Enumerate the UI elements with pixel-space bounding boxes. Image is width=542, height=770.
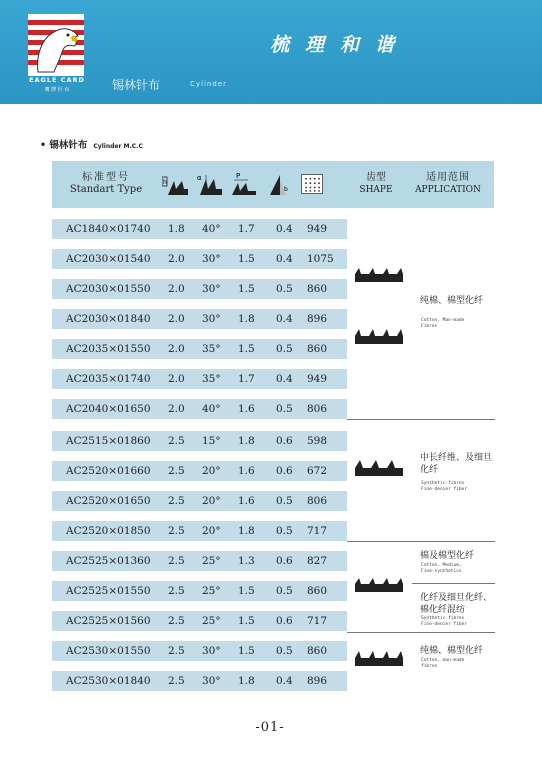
logo-text: EAGLE CARD (29, 76, 85, 84)
cell-h: 2.5 (168, 435, 185, 447)
section-subtitle: Cylinder M.C.C (93, 143, 143, 150)
cell-model: AC1840×01740 (66, 223, 151, 235)
cell-angle: 20° (202, 495, 221, 507)
cell-p: 1.3 (238, 555, 255, 567)
cell-h: 2.0 (168, 403, 185, 415)
cell-model: AC2525×01360 (66, 555, 151, 567)
page-number: -01- (255, 720, 285, 735)
table-row (52, 551, 347, 571)
cell-density: 717 (307, 615, 328, 627)
application-text-en: Synthetic-fibres Fine-denier fiber (421, 481, 468, 492)
cell-h: 2.0 (168, 283, 185, 295)
cell-model: AC2515×01860 (66, 435, 151, 447)
cell-h: 2.5 (168, 495, 185, 507)
group-divider (347, 632, 495, 633)
cell-angle: 20° (202, 525, 221, 537)
table-row (52, 521, 347, 541)
cell-p: 1.5 (238, 645, 255, 657)
cell-angle: 20° (202, 465, 221, 477)
cell-p: 1.8 (238, 313, 255, 325)
cell-h: 2.5 (168, 555, 185, 567)
cell-model: AC2040×01650 (66, 403, 151, 415)
cell-h: 2.5 (168, 465, 185, 477)
cell-b: 0.5 (276, 343, 293, 355)
column-header-model-zh: 标准型号 (82, 172, 130, 183)
cell-model: AC2525×01560 (66, 615, 151, 627)
application-text: 中长纤维、及细旦 化纤 (420, 453, 493, 475)
cell-b: 0.4 (276, 313, 293, 325)
cell-p: 1.5 (238, 283, 255, 295)
cell-h: 1.8 (168, 223, 185, 235)
cell-p: 1.7 (238, 373, 255, 385)
cell-b: 0.5 (276, 585, 293, 597)
table-row (52, 581, 347, 601)
group-divider (412, 583, 495, 584)
column-header-shape-zh: 齿型 (366, 172, 386, 183)
cell-density: 896 (307, 675, 328, 687)
svg-text:b: b (284, 186, 288, 193)
logo-subtext: 鹰 牌 针 布 (44, 87, 70, 93)
column-header-model-en: Standart Type (69, 184, 143, 195)
cell-h: 2.5 (168, 525, 185, 537)
cell-model: AC2520×01660 (66, 465, 151, 477)
section-title: 锡林针布 (49, 140, 88, 151)
cell-density: 896 (307, 313, 328, 325)
header-title: 锡林针布 (112, 78, 161, 92)
table-row (52, 671, 347, 691)
cell-model: AC2520×01850 (66, 525, 151, 537)
cell-p: 1.6 (238, 403, 255, 415)
application-text: 棉及棉型化纤 (420, 551, 475, 561)
cell-h: 2.0 (168, 373, 185, 385)
svg-text:α: α (197, 174, 202, 182)
cell-density: 860 (307, 343, 328, 355)
cell-b: 0.5 (276, 283, 293, 295)
cell-model: AC2035×01550 (66, 343, 151, 355)
cell-h: 2.0 (168, 343, 185, 355)
cell-angle: 35° (202, 373, 221, 385)
tooth-shape-icon (355, 326, 403, 344)
cell-p: 1.5 (238, 615, 255, 627)
cell-b: 0.6 (276, 435, 293, 447)
cell-b: 0.5 (276, 403, 293, 415)
cell-b: 0.6 (276, 465, 293, 477)
group-divider (347, 541, 495, 542)
b-base-icon (266, 171, 292, 197)
tooth-shape-icon (355, 648, 403, 666)
cell-angle: 30° (202, 645, 221, 657)
cell-density: 598 (307, 435, 328, 447)
group-divider (347, 419, 495, 420)
tooth-shape-icon (355, 264, 403, 282)
cell-p: 1.8 (238, 435, 255, 447)
cell-density: 1075 (307, 253, 334, 265)
application-text-en: Synthetic-fibres Fine-denier fiber (421, 616, 468, 627)
table-row (52, 279, 347, 299)
column-header-application-en: APPLICATION (415, 185, 481, 195)
header-subtitle: Cylinder (190, 80, 227, 88)
cell-h: 2.5 (168, 615, 185, 627)
table-row (52, 641, 347, 661)
cell-density: 806 (307, 495, 328, 507)
cell-b: 0.5 (276, 645, 293, 657)
svg-text:P: P (236, 172, 241, 180)
cell-angle: 35° (202, 343, 221, 355)
cell-density: 827 (307, 555, 328, 567)
table-row (52, 219, 347, 239)
cell-h: 2.5 (168, 585, 185, 597)
cell-h: 2.5 (168, 645, 185, 657)
p-pitch-icon (230, 171, 256, 197)
column-header-model (60, 172, 152, 196)
cell-density: 860 (307, 645, 328, 657)
cell-p: 1.5 (238, 343, 255, 355)
bullet-icon: • (40, 140, 50, 151)
application-text-en: Cotton, man-made fibres (421, 658, 465, 669)
cell-p: 1.5 (238, 585, 255, 597)
cell-density: 860 (307, 585, 328, 597)
column-header-application-zh: 适用范围 (426, 172, 470, 183)
tooth-shape-icon (355, 458, 403, 476)
cell-model: AC2530×01840 (66, 675, 151, 687)
section-heading (40, 137, 143, 151)
tooth-shape-icon (355, 574, 403, 592)
application-text: 纯棉、棉型化纤 (420, 646, 484, 656)
cell-angle: 30° (202, 675, 221, 687)
table-header (52, 161, 494, 208)
cell-density: 860 (307, 283, 328, 295)
application-text: 化纤及细旦化纤、 棉化纤混纺 (420, 593, 493, 615)
cell-density: 672 (307, 465, 328, 477)
density-grid-icon (300, 171, 326, 197)
cell-b: 0.4 (276, 223, 293, 235)
cell-angle: 25° (202, 555, 221, 567)
column-header-shape (358, 172, 394, 196)
cell-b: 0.6 (276, 555, 293, 567)
cell-p: 1.8 (238, 525, 255, 537)
cell-h: 2.0 (168, 313, 185, 325)
cell-model: AC2030×01550 (66, 283, 151, 295)
cell-model: AC2525×01550 (66, 585, 151, 597)
header-slogan: 梳理和谐 (270, 34, 411, 56)
cell-p: 1.5 (238, 253, 255, 265)
cell-h: 2.0 (168, 253, 185, 265)
cell-b: 0.4 (276, 373, 293, 385)
h-height-icon (162, 171, 188, 197)
cell-density: 717 (307, 525, 328, 537)
cell-h: 2.5 (168, 675, 185, 687)
cell-density: 949 (307, 373, 328, 385)
cell-b: 0.5 (276, 495, 293, 507)
svg-text:h: h (163, 179, 167, 186)
cell-angle: 15° (202, 435, 221, 447)
eagle-logo-icon (28, 14, 84, 84)
cell-p: 1.6 (238, 465, 255, 477)
table-row (52, 249, 347, 269)
table-row (52, 491, 347, 511)
column-header-application (408, 172, 488, 196)
table-row (52, 431, 347, 451)
alpha-angle-icon (196, 171, 222, 197)
cell-model: AC2035×01740 (66, 373, 151, 385)
cell-angle: 40° (202, 223, 221, 235)
cell-angle: 25° (202, 585, 221, 597)
table-row (52, 399, 347, 419)
cell-density: 949 (307, 223, 328, 235)
application-text-en: Cotton, Man-made Fibres (421, 318, 465, 329)
table-row (52, 339, 347, 359)
cell-model: AC2530×01550 (66, 645, 151, 657)
cell-b: 0.5 (276, 525, 293, 537)
application-text-en: Cotton, Medium, Fine-synthetics (421, 563, 462, 574)
cell-model: AC2030×01540 (66, 253, 151, 265)
cell-p: 1.6 (238, 495, 255, 507)
table-row (52, 611, 347, 631)
cell-b: 0.6 (276, 615, 293, 627)
table-row (52, 309, 347, 329)
table-row (52, 461, 347, 481)
cell-angle: 25° (202, 615, 221, 627)
cell-angle: 30° (202, 313, 221, 325)
cell-angle: 30° (202, 253, 221, 265)
cell-p: 1.8 (238, 675, 255, 687)
application-text: 纯棉、棉型化纤 (420, 296, 484, 306)
cell-b: 0.4 (276, 675, 293, 687)
cell-model: AC2030×01840 (66, 313, 151, 325)
cell-angle: 40° (202, 403, 221, 415)
cell-density: 806 (307, 403, 328, 415)
cell-angle: 30° (202, 283, 221, 295)
cell-b: 0.4 (276, 253, 293, 265)
table-row (52, 369, 347, 389)
cell-model: AC2520×01650 (66, 495, 151, 507)
cell-p: 1.7 (238, 223, 255, 235)
column-header-shape-en: SHAPE (359, 185, 393, 195)
